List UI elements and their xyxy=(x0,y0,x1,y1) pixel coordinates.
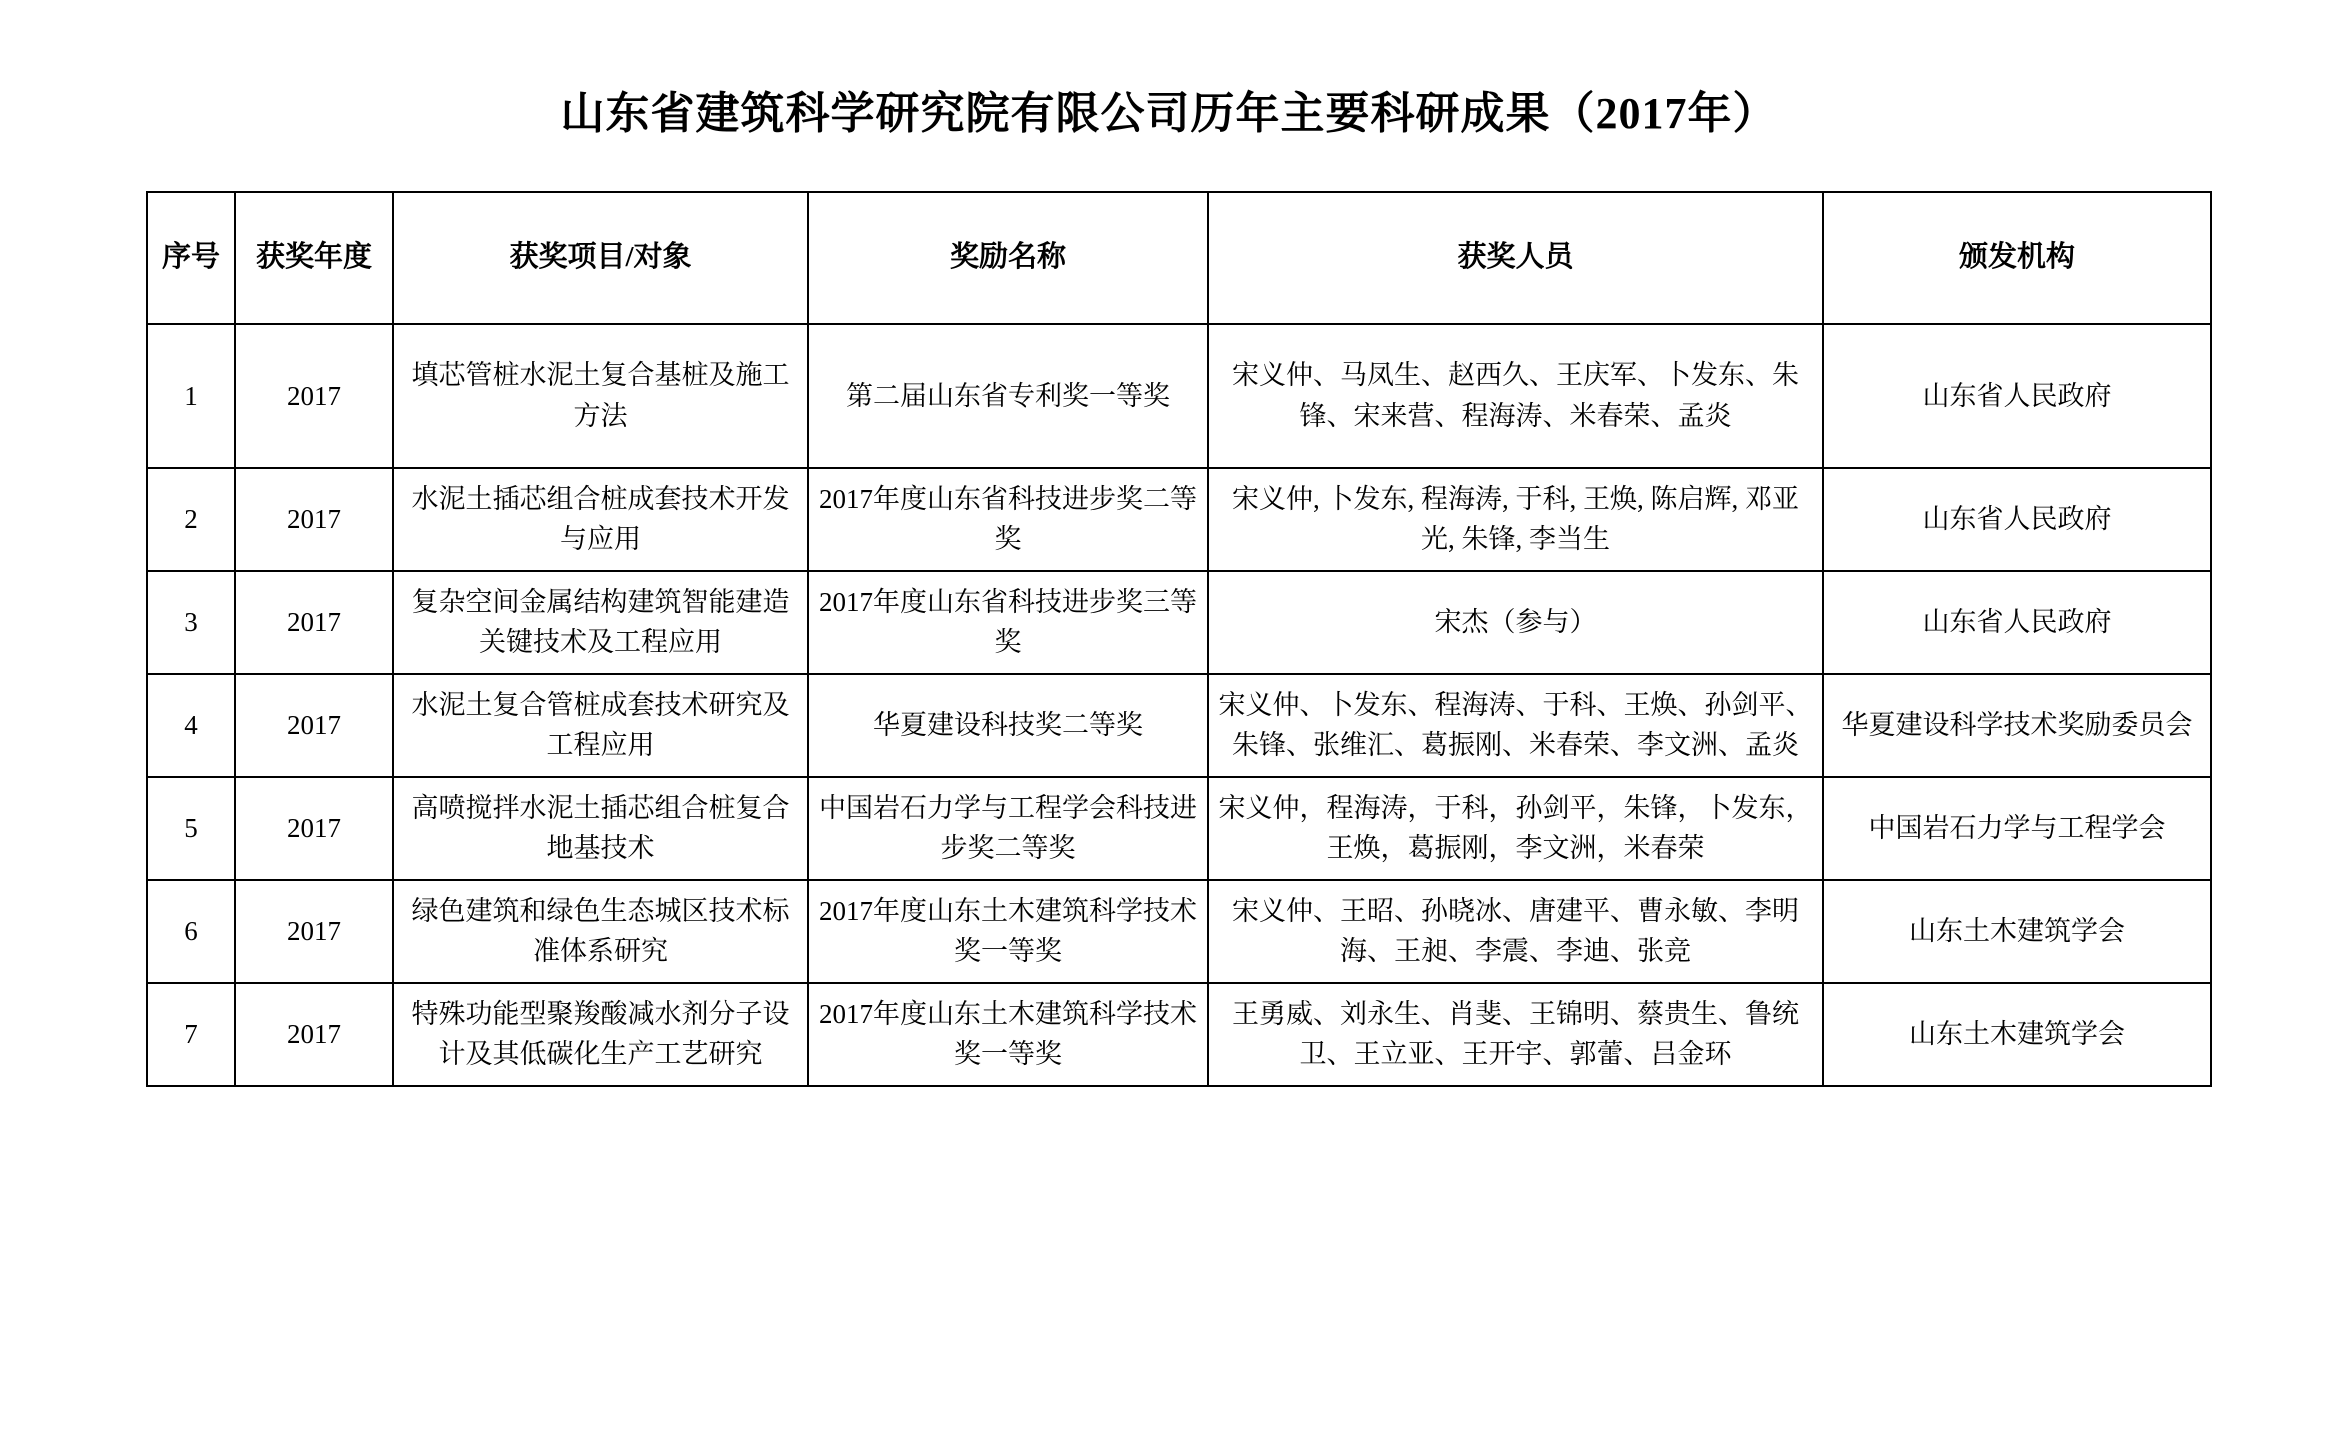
cell-award: 2017年度山东省科技进步奖二等奖 xyxy=(808,468,1208,571)
cell-project: 高喷搅拌水泥土插芯组合桩复合地基技术 xyxy=(393,777,808,880)
cell-index: 4 xyxy=(147,674,235,777)
cell-people: 宋义仲、王昭、孙晓冰、唐建平、曹永敏、李明海、王昶、李震、李迪、张竞 xyxy=(1208,880,1823,983)
cell-project: 绿色建筑和绿色生态城区技术标准体系研究 xyxy=(393,880,808,983)
cell-award: 2017年度山东土木建筑科学技术奖一等奖 xyxy=(808,983,1208,1086)
table-header-row xyxy=(147,192,2211,324)
cell-org: 山东省人民政府 xyxy=(1823,468,2211,571)
cell-project: 水泥土插芯组合桩成套技术开发与应用 xyxy=(393,468,808,571)
cell-people: 王勇威、刘永生、肖斐、王锦明、蔡贵生、鲁统卫、王立亚、王开宇、郭蕾、吕金环 xyxy=(1208,983,1823,1086)
cell-award: 华夏建设科技奖二等奖 xyxy=(808,674,1208,777)
research-achievements-table xyxy=(146,191,2212,1087)
cell-org: 山东省人民政府 xyxy=(1823,571,2211,674)
table-row xyxy=(147,468,2211,571)
column-header-year: 获奖年度 xyxy=(235,192,393,324)
column-header-award: 奖励名称 xyxy=(808,192,1208,324)
cell-people: 宋杰（参与） xyxy=(1208,571,1823,674)
cell-people: 宋义仲、卜发东、程海涛、于科、王焕、孙剑平、朱锋、张维汇、葛振刚、米春荣、李文洲、孟炎 xyxy=(1208,674,1823,777)
cell-index: 2 xyxy=(147,468,235,571)
column-header-project: 获奖项目/对象 xyxy=(393,192,808,324)
cell-year: 2017 xyxy=(235,983,393,1086)
table-container xyxy=(0,191,2338,1087)
cell-org: 华夏建设科学技术奖励委员会 xyxy=(1823,674,2211,777)
cell-org: 山东省人民政府 xyxy=(1823,324,2211,468)
column-header-index: 序号 xyxy=(147,192,235,324)
table-row xyxy=(147,880,2211,983)
table-row xyxy=(147,777,2211,880)
cell-index: 5 xyxy=(147,777,235,880)
table-row xyxy=(147,983,2211,1086)
cell-year: 2017 xyxy=(235,777,393,880)
cell-people: 宋义仲, 卜发东, 程海涛, 于科, 王焕, 陈启辉, 邓亚光, 朱锋, 李当生 xyxy=(1208,468,1823,571)
cell-project: 填芯管桩水泥土复合基桩及施工方法 xyxy=(393,324,808,468)
cell-award: 2017年度山东省科技进步奖三等奖 xyxy=(808,571,1208,674)
cell-project: 特殊功能型聚羧酸减水剂分子设计及其低碳化生产工艺研究 xyxy=(393,983,808,1086)
cell-org: 山东土木建筑学会 xyxy=(1823,983,2211,1086)
cell-year: 2017 xyxy=(235,468,393,571)
cell-year: 2017 xyxy=(235,880,393,983)
document-page xyxy=(0,88,2338,1443)
table-row xyxy=(147,571,2211,674)
cell-people: 宋义仲，程海涛，于科，孙剑平，朱锋，卜发东，王焕，葛振刚，李文洲，米春荣 xyxy=(1208,777,1823,880)
cell-year: 2017 xyxy=(235,324,393,468)
column-header-org: 颁发机构 xyxy=(1823,192,2211,324)
cell-year: 2017 xyxy=(235,571,393,674)
table-row xyxy=(147,324,2211,468)
cell-people: 宋义仲、马凤生、赵西久、王庆军、卜发东、朱锋、宋来营、程海涛、米春荣、孟炎 xyxy=(1208,324,1823,468)
table-row xyxy=(147,674,2211,777)
cell-award: 2017年度山东土木建筑科学技术奖一等奖 xyxy=(808,880,1208,983)
cell-index: 6 xyxy=(147,880,235,983)
cell-award: 第二届山东省专利奖一等奖 xyxy=(808,324,1208,468)
cell-org: 中国岩石力学与工程学会 xyxy=(1823,777,2211,880)
cell-index: 3 xyxy=(147,571,235,674)
cell-project: 复杂空间金属结构建筑智能建造关键技术及工程应用 xyxy=(393,571,808,674)
cell-index: 7 xyxy=(147,983,235,1086)
cell-index: 1 xyxy=(147,324,235,468)
cell-org: 山东土木建筑学会 xyxy=(1823,880,2211,983)
cell-year: 2017 xyxy=(235,674,393,777)
page-title: 山东省建筑科学研究院有限公司历年主要科研成果（2017年） xyxy=(560,89,1778,138)
cell-award: 中国岩石力学与工程学会科技进步奖二等奖 xyxy=(808,777,1208,880)
column-header-people: 获奖人员 xyxy=(1208,192,1823,324)
cell-project: 水泥土复合管桩成套技术研究及工程应用 xyxy=(393,674,808,777)
